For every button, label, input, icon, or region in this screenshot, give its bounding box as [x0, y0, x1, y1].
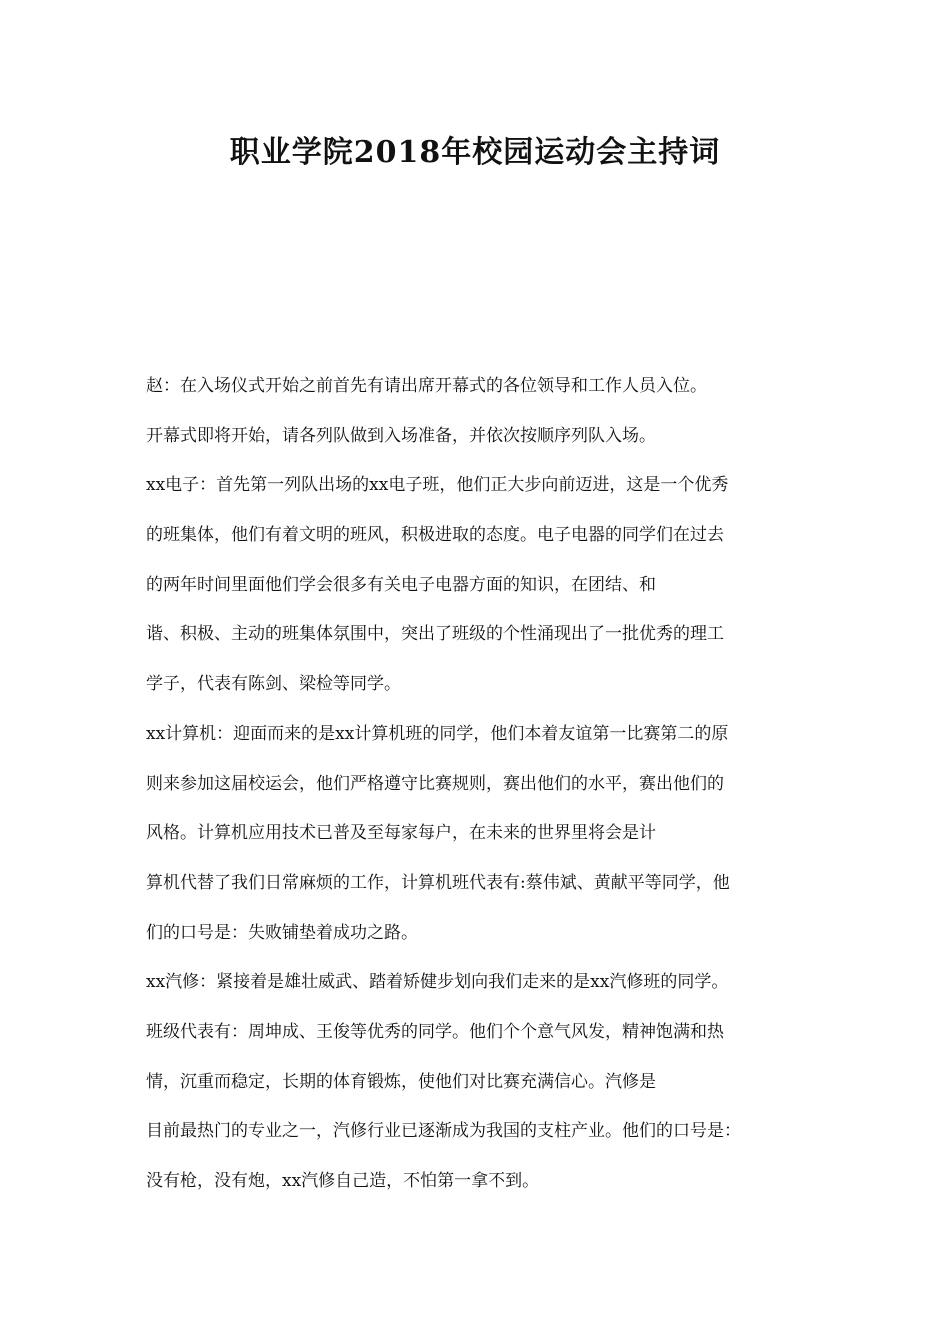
paragraph-line: 的班集体，他们有着文明的班风，积极进取的态度。电子电器的同学们在过去 [146, 525, 724, 546]
document-title: 职业学院2018年校园运动会主持词 [229, 135, 721, 170]
paragraph-line: 开幕式即将开始，请各列队做到入场准备，并依次按顺序列队入场。 [146, 425, 656, 446]
paragraph-line: xx电子：首先第一列队出场的xx电子班，他们正大步向前迈进，这是一个优秀 [146, 475, 729, 496]
paragraph-line: 班级代表有：周坤成、王俊等优秀的同学。他们个个意气风发，精神饱满和热 [146, 1021, 724, 1042]
paragraph-line: 算机代替了我们日常麻烦的工作，计算机班代表有:蔡伟斌、黄献平等同学，他 [146, 872, 730, 893]
paragraph-line: 没有枪，没有炮，xx汽修自己造，不怕第一拿不到。 [146, 1171, 540, 1191]
document-body [146, 368, 826, 1213]
paragraph-line: 们的口号是：失败铺垫着成功之路。 [146, 922, 418, 943]
paragraph-line: xx汽修：紧接着是雄壮威武、踏着矫健步划向我们走来的是xx汽修班的同学。 [146, 972, 729, 993]
paragraph-line: 学子，代表有陈剑、梁检等同学。 [146, 674, 401, 695]
paragraph-line: 谐、积极、主动的班集体氛围中，突出了班级的个性涌现出了一批优秀的理工 [146, 624, 724, 645]
paragraph-line: 风格。计算机应用技术已普及至每家每户，在未来的世界里将会是计 [146, 823, 656, 844]
paragraph-line: 情，沉重而稳定，长期的体育锻炼，使他们对比赛充满信心。汽修是 [146, 1071, 656, 1092]
paragraph-line: 目前最热门的专业之一，汽修行业已逐渐成为我国的支柱产业。他们的口号是： [146, 1121, 741, 1142]
paragraph-line: 赵：在入场仪式开始之前首先有请出席开幕式的各位领导和工作人员入位。 [146, 376, 707, 396]
paragraph-line: 则来参加这届校运会，他们严格遵守比赛规则，赛出他们的水平，赛出他们的 [146, 773, 724, 794]
paragraph-line: xx计算机：迎面而来的是xx计算机班的同学，他们本着友谊第一比赛第二的原 [146, 723, 729, 744]
paragraph-line: 的两年时间里面他们学会很多有关电子电器方面的知识，在团结、和 [146, 574, 656, 595]
